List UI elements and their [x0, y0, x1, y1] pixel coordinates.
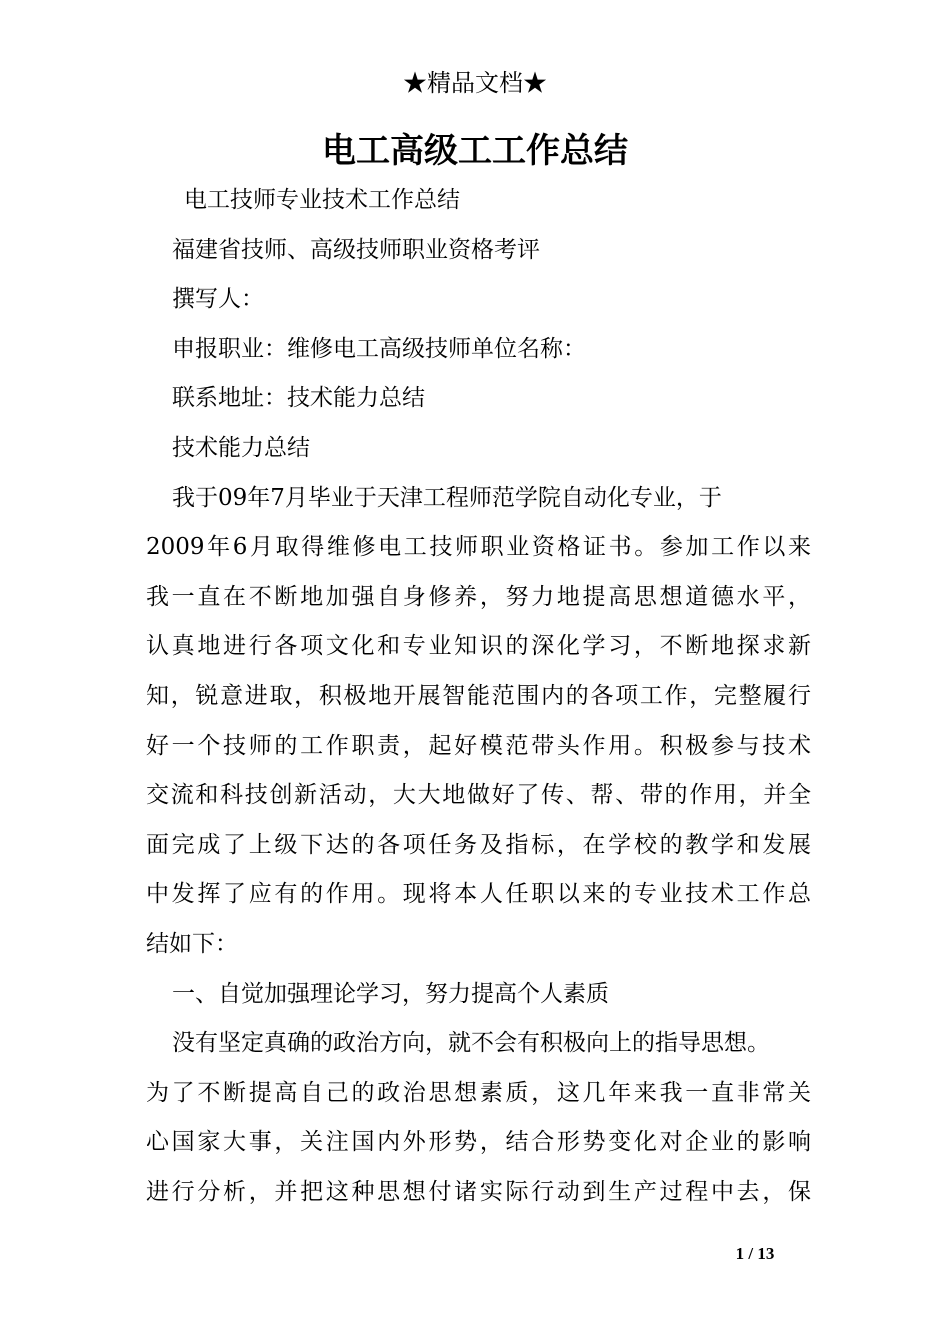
- paragraph-line: 进行分析，并把这种思想付诸实际行动到生产过程中去，保: [146, 1178, 811, 1205]
- paragraph-line: 好一个技师的工作职责，起好模范带头作用。积极参与技术: [146, 732, 811, 759]
- paragraph-line: 中发挥了应有的作用。现将本人任职以来的专业技术工作总: [146, 881, 811, 908]
- section-heading: 一、自觉加强理论学习，努力提高个人素质: [172, 980, 609, 1007]
- paragraph-line: 心国家大事，关注国内外形势，结合形势变化对企业的影响: [146, 1129, 811, 1156]
- meta-line: 撰写人：: [172, 286, 264, 313]
- paragraph-line: 为了不断提高自己的政治思想素质，这几年来我一直非常关: [146, 1079, 811, 1106]
- paragraph-line: 我于09年7月毕业于天津工程师范学院自动化专业，于: [172, 484, 722, 511]
- paragraph-line: 2009年6月取得维修电工技师职业资格证书。参加工作以来: [146, 534, 811, 561]
- paragraph-line: 结如下：: [146, 930, 238, 957]
- paragraph-line: 没有坚定真确的政治方向，就不会有积极向上的指导思想。: [172, 1030, 770, 1057]
- paragraph-line: 面完成了上级下达的各项任务及指标，在学校的教学和发展: [146, 831, 811, 858]
- document-body: [146, 176, 811, 1217]
- meta-line: 福建省技师、高级技师职业资格考评: [172, 236, 540, 263]
- paragraph-line: 认真地进行各项文化和专业知识的深化学习，不断地探求新: [146, 633, 811, 660]
- meta-line: 联系地址：技术能力总结: [172, 385, 425, 412]
- meta-line: 申报职业：维修电工高级技师单位名称：: [172, 335, 586, 362]
- paragraph-line: 知，锐意进取，积极地开展智能范围内的各项工作，完整履行: [146, 682, 811, 709]
- section-heading: 技术能力总结: [172, 434, 310, 461]
- page-header: ★精品文档★: [403, 69, 547, 97]
- subtitle-line: 电工技师专业技术工作总结: [184, 187, 460, 213]
- document-title: 电工高级工工作总结: [322, 131, 628, 171]
- paragraph-line: 我一直在不断地加强自身修养，努力地提高思想道德水平，: [146, 583, 811, 610]
- paragraph-line: 交流和科技创新活动，大大地做好了传、帮、带的作用，并全: [146, 782, 811, 809]
- page-number: 1 / 13: [735, 1244, 775, 1263]
